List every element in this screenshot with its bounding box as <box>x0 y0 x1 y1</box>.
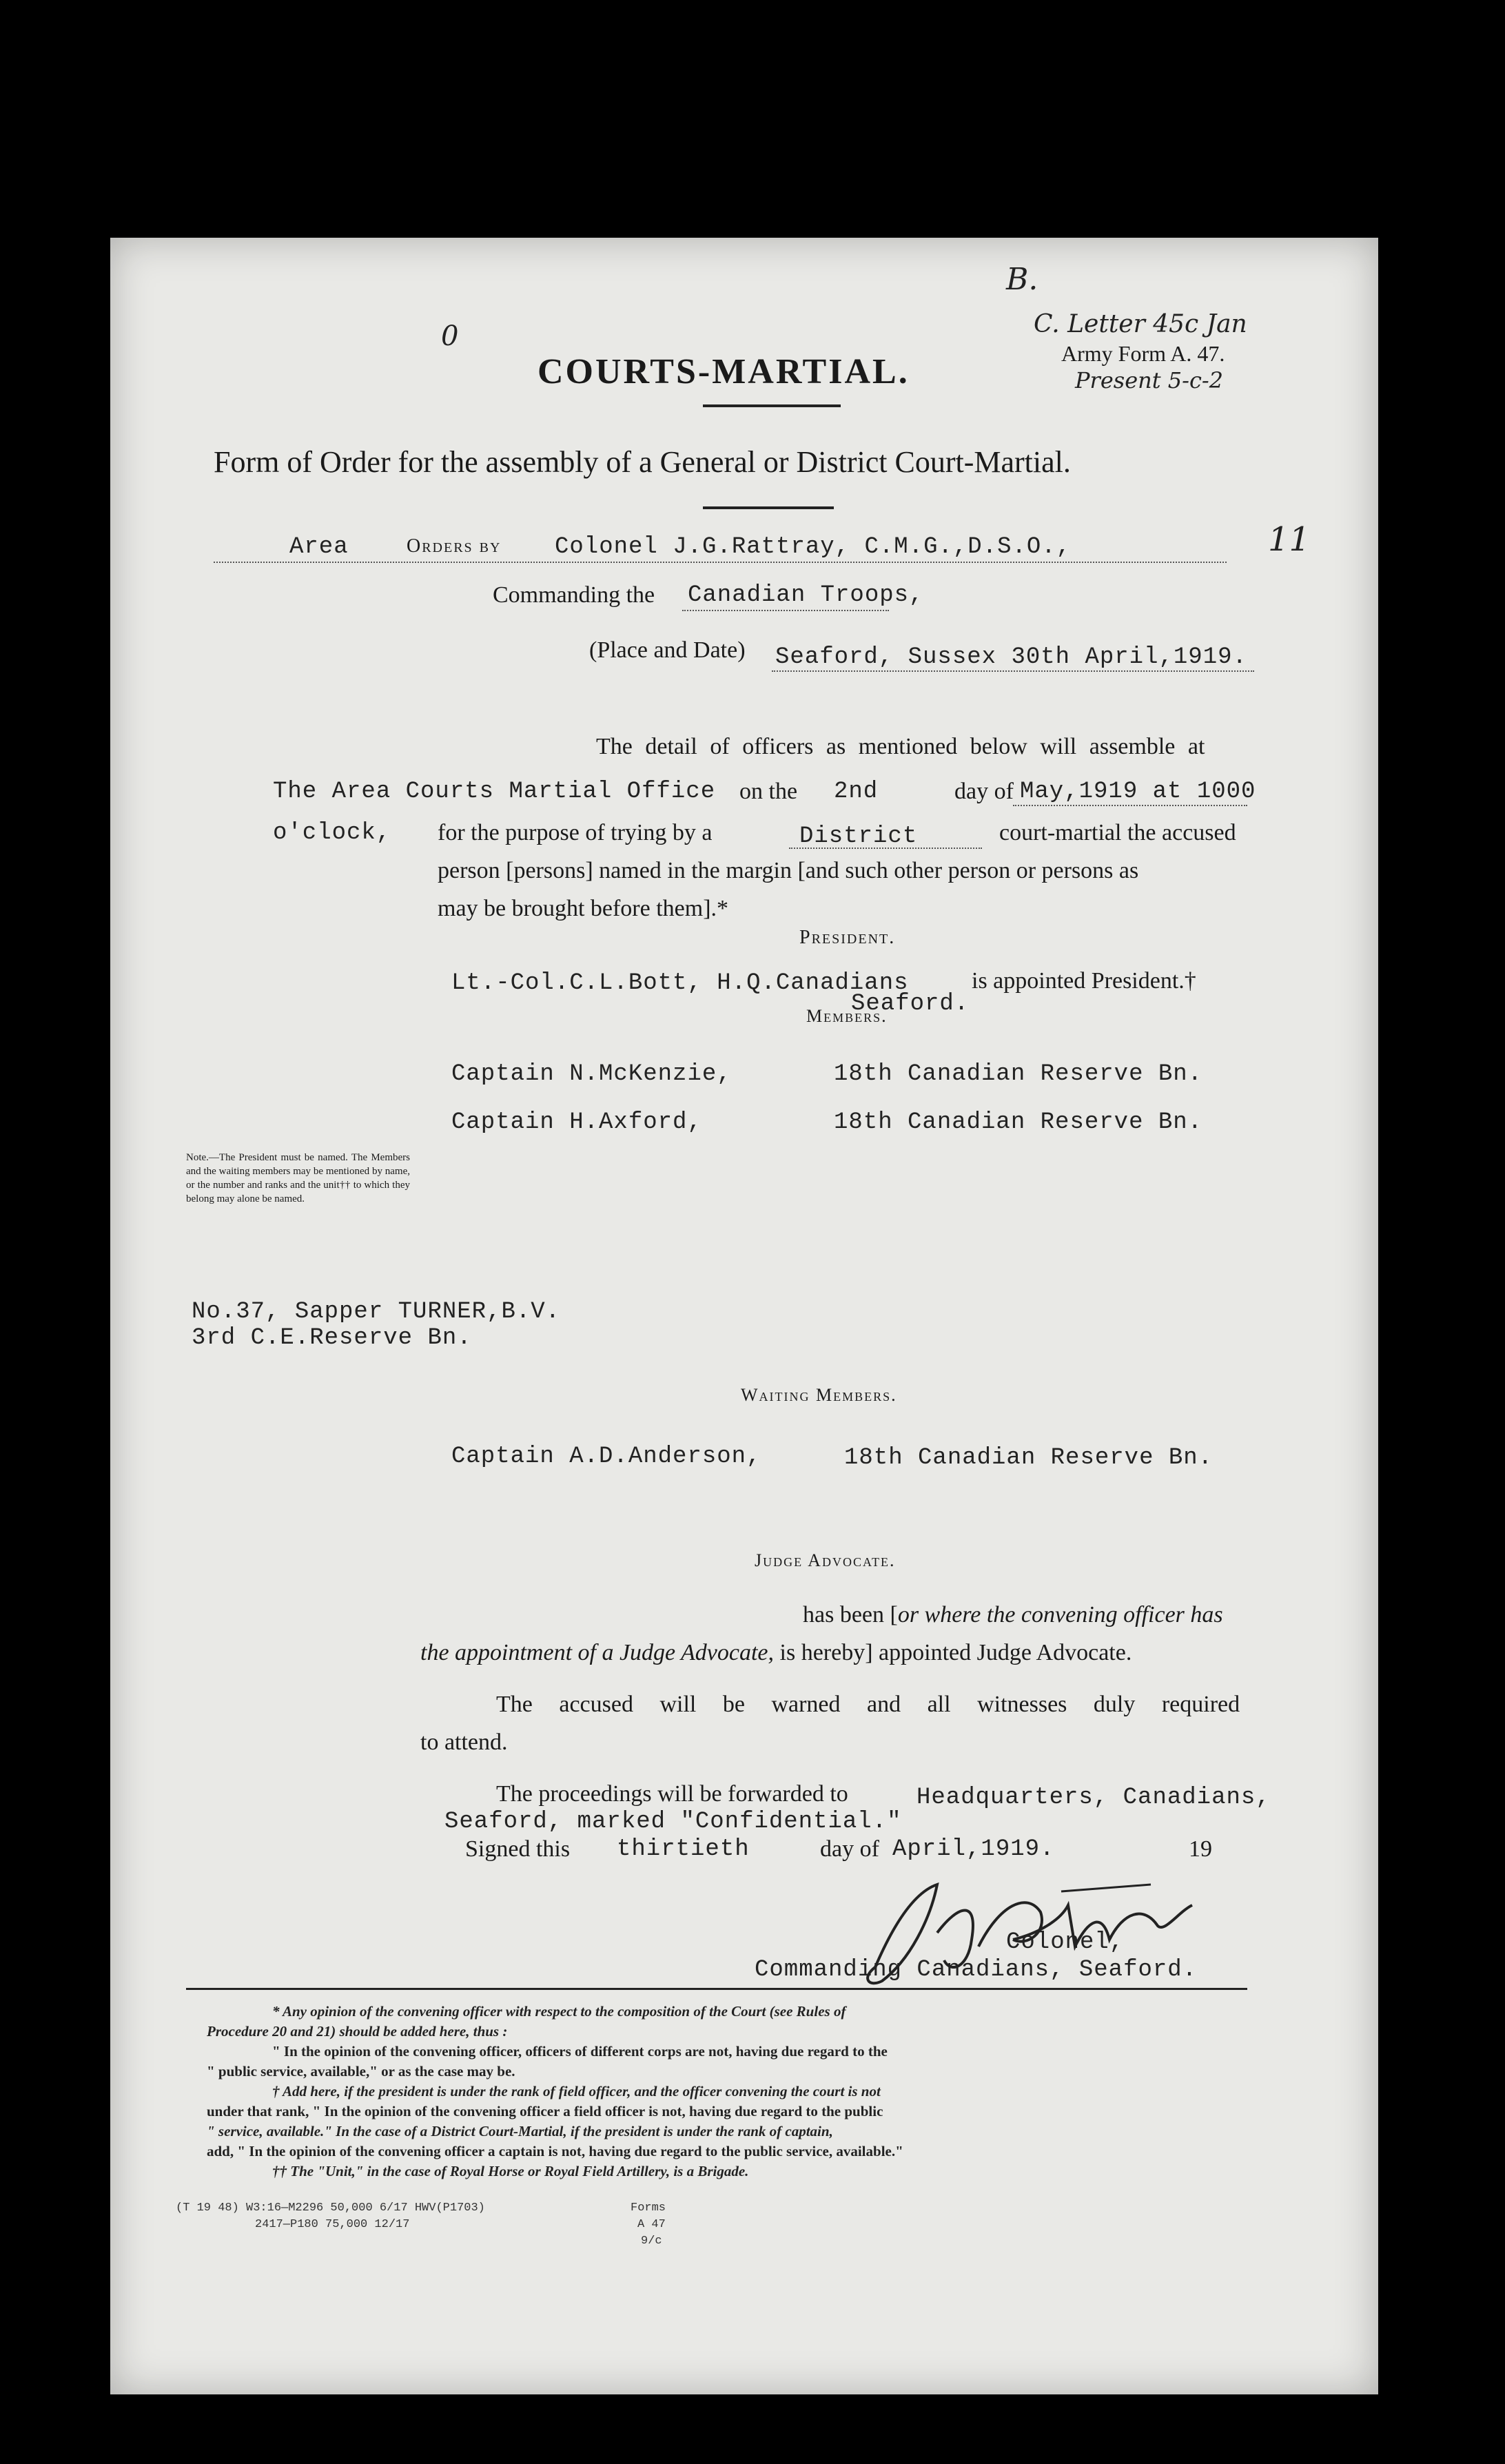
assembly-day: 2nd <box>834 779 879 805</box>
member-2-name: Captain H.Axford, <box>451 1109 702 1136</box>
on-the-text: on the <box>739 779 798 804</box>
subtitle-rule <box>703 506 834 509</box>
footnote-4: †† The "Unit," in the case of Royal Horse or Royal Field Artillery, is a Brigade. <box>272 2163 749 2179</box>
waiting-member-unit: 18th Canadian Reserve Bn. <box>844 1445 1214 1471</box>
president-appointed-text: is appointed President.† <box>972 968 1196 994</box>
proceedings-line1: The proceedings will be forwarded to <box>496 1781 848 1807</box>
warning-line1: The accused will be warned and all witnesses duly required <box>496 1692 1240 1717</box>
detail-line5: may be brought before them].* <box>438 896 729 921</box>
judge-advocate-heading: Judge Advocate. <box>755 1550 896 1570</box>
waiting-members-heading: Waiting Members. <box>741 1385 897 1405</box>
accused-line2: 3rd C.E.Reserve Bn. <box>192 1325 472 1351</box>
signature-title: Commanding Canadians, Seaford. <box>755 1957 1198 1983</box>
corner-number: 0 <box>441 320 459 352</box>
print-code-line2: 2417—P180 75,000 12/17 <box>255 2218 410 2231</box>
assembly-month: May,1919 at 1000 <box>1020 779 1256 805</box>
month-line <box>1013 805 1247 806</box>
orders-by-value: Colonel J.G.Rattray, C.M.G.,D.S.O., <box>555 534 1072 560</box>
handwritten-note-line2: Present 5-c-2 <box>1075 367 1224 393</box>
commanding-line <box>682 610 889 611</box>
member-2-unit: 18th Canadian Reserve Bn. <box>834 1109 1203 1136</box>
orders-line <box>214 562 1227 563</box>
footnote-3a: † Add here, if the president is under the rank of field officer, and the officer convening the court is not <box>272 2083 881 2099</box>
waiting-member-name: Captain A.D.Anderson, <box>451 1444 761 1470</box>
accused-line1: No.37, Sapper TURNER,B.V. <box>192 1299 561 1325</box>
handwritten-note-line1: C. Letter 45c Jan <box>1034 310 1247 338</box>
president-location: Seaford. <box>851 991 970 1017</box>
signed-day: thirtieth <box>617 1836 750 1862</box>
commanding-label: Commanding the <box>493 582 655 608</box>
form-number: Army Form A. 47. <box>1061 341 1225 366</box>
court-martial-text: court-martial the accused <box>999 820 1236 845</box>
corner-letter: B. <box>1006 262 1038 297</box>
footnote-3b: under that rank, " In the opinion of the convening officer a field officer is not, having due regard to the public <box>207 2103 883 2119</box>
proceedings-destination: Headquarters, Canadians, <box>917 1785 1271 1811</box>
member-1-unit: 18th Canadian Reserve Bn. <box>834 1061 1203 1087</box>
warning-line2: to attend. <box>420 1729 508 1755</box>
signature-rank: Colonel, <box>1006 1929 1125 1955</box>
document-page <box>110 238 1378 2394</box>
proceedings-line2: Seaford, marked "Confidential." <box>444 1809 902 1835</box>
signed-label: Signed this <box>465 1836 571 1862</box>
page-number: 11 <box>1268 520 1311 559</box>
footnote-3c: " service, available." In the case of a District Court-Martial, if the president is under the rank of captain, <box>207 2123 833 2139</box>
orders-by-label: Orders by <box>407 535 502 557</box>
detail-line4: person [persons] named in the margin [and such other person or persons as <box>438 858 1139 883</box>
detail-line1: The detail of officers as mentioned below will assemble at <box>596 734 1205 759</box>
forms-label: Forms <box>631 2201 666 2215</box>
appointed-text: is hereby] appointed Judge Advocate. <box>774 1640 1132 1665</box>
forms-number: A 47 <box>637 2218 666 2231</box>
footnote-3d: add, " In the opinion of the convening officer a captain is not, having due regard to the public service, available." <box>207 2143 903 2159</box>
court-type: District <box>799 823 918 850</box>
print-code-line1: (T 19 48) W3:16—M2296 50,000 6/17 HWV(P1703) <box>176 2201 485 2215</box>
footnote-1b: Procedure 20 and 21) should be added here, thus : <box>207 2023 508 2040</box>
oclock-value: o'clock, <box>273 820 391 846</box>
court-type-line <box>789 848 982 849</box>
day-of-text: day of <box>954 779 1014 804</box>
purpose-text: for the purpose of trying by a <box>438 820 713 845</box>
commanding-value: Canadian Troops, <box>688 582 924 608</box>
forms-suffix: 9/c <box>641 2235 662 2248</box>
judge-advocate-line1 <box>803 1602 1223 1628</box>
footnote-2a: " In the opinion of the convening officer, officers of different corps are not, having due regard to the <box>272 2043 888 2060</box>
footnote-2b: " public service, available," or as the case may be. <box>207 2063 515 2080</box>
footnote-1a: * Any opinion of the convening officer with respect to the composition of the Court (see Rules of <box>272 2003 846 2020</box>
president-name: Lt.-Col.C.L.Bott, H.Q.Canadians <box>451 970 909 996</box>
member-1-name: Captain N.McKenzie, <box>451 1061 732 1087</box>
signed-day-of: day of <box>820 1836 879 1862</box>
page-subtitle: Form of Order for the assembly of a General or District Court-Martial. <box>214 445 1071 479</box>
place-date-label: (Place and Date) <box>589 637 746 663</box>
assembly-place: The Area Courts Martial Office <box>273 779 716 805</box>
place-date-value: Seaford, Sussex 30th April,1919. <box>775 644 1247 670</box>
convening-officer-text: or where the convening officer has <box>897 1602 1223 1628</box>
members-heading: Members. <box>806 1006 888 1026</box>
page-title: COURTS-MARTIAL. <box>538 352 910 391</box>
margin-note: Note.—The President must be named. The Members and the waiting members may be mentioned by name, or the number and ranks and the unit†† to which they belong may alone be named. <box>186 1152 410 1204</box>
footnote-rule <box>186 1988 1247 1990</box>
president-heading: President. <box>799 927 896 948</box>
area-label: Area <box>289 534 349 560</box>
appointment-text: the appointment of a Judge Advocate, <box>420 1640 775 1665</box>
year-prefix: 19 <box>1189 1836 1212 1862</box>
signed-month: April,1919. <box>892 1836 1055 1862</box>
judge-advocate-line2 <box>420 1640 1132 1666</box>
place-date-line <box>772 670 1254 672</box>
has-been-text: has been [ <box>803 1602 898 1628</box>
title-rule <box>703 404 841 407</box>
